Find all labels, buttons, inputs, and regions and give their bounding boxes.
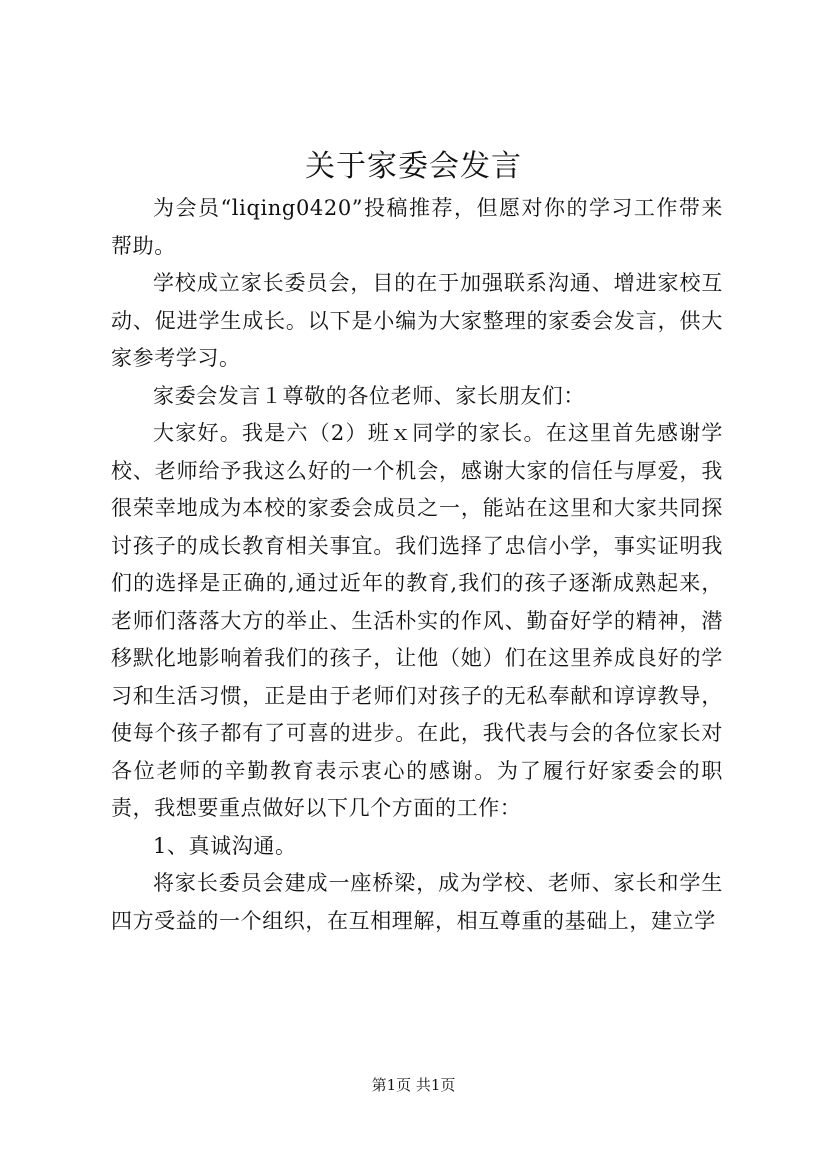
document-title: 关于家委会发言 bbox=[305, 149, 522, 184]
paragraph-speech-heading: 家委会发言１尊敬的各位老师、家长朋友们： bbox=[153, 383, 585, 408]
page-footer: 第1页 共1页 bbox=[371, 1076, 456, 1094]
paragraph-point-one: 1、真诚沟通。 bbox=[153, 833, 297, 858]
paragraph-intro: 为会员“liqing0420”投稿推荐，但愿对你的学习工作带来帮助。 bbox=[111, 196, 723, 258]
paragraph-summary: 学校成立家长委员会，目的在于加强联系沟通、增进家校互动、促进学生成长。以下是小编为大家整理的家委会发言，供大家参考学习。 bbox=[111, 271, 723, 370]
document-body bbox=[111, 190, 723, 940]
paragraph-point-one-body: 将家长委员会建成一座桥梁，成为学校、老师、家长和学生四方受益的一个组织，在互相理解，相互尊重的基础上，建立学 bbox=[111, 871, 723, 933]
paragraph-speech-body: 大家好。我是六（2）班ｘ同学的家长。在这里首先感谢学校、老师给予我这么好的一个机会，感谢大家的信任与厚爱，我很荣幸地成为本校的家委会成员之一，能站在这里和大家共同探讨孩子的成长教育相关事宜。我们选择了忠信小学，事实证明我们的选择是正确的,通过近年的教育,我们的孩子逐渐成熟起来，老师们落落大方的举止、生活朴实的作风、勤奋好学的精神，潜移默化地影响着我们的孩子，让他（她）们在这里养成良好的学习和生活习惯，正是由于老师们对孩子的无私奉献和谆谆教导，使每个孩子都有了可喜的进步。在此，我代表与会的各位家长对各位老师的辛勤教育表示衷心的感谢。为了履行好家委会的职责，我想要重点做好以下几个方面的工作： bbox=[111, 421, 723, 820]
